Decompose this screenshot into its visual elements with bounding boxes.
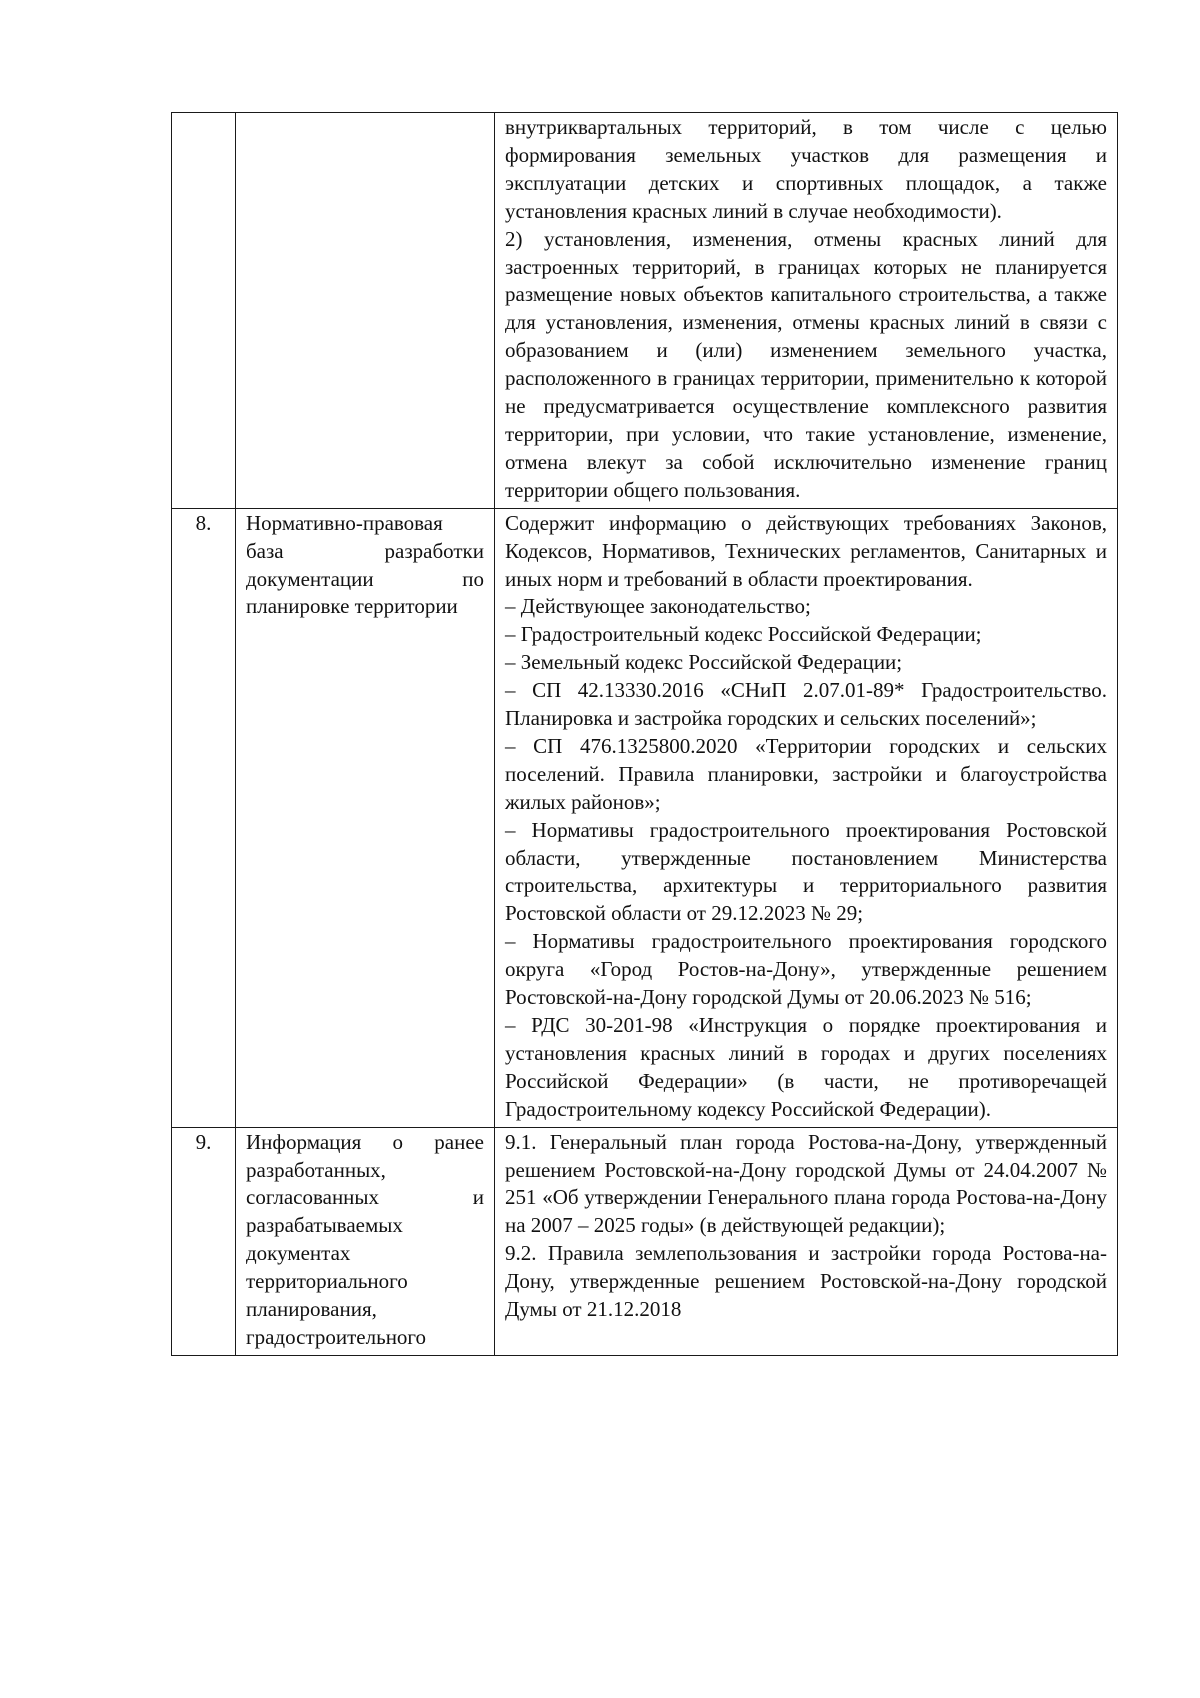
row-number: 8.: [172, 508, 236, 1127]
table-row: [172, 508, 1118, 1127]
row-title: [236, 508, 495, 1127]
content-list-item: – Действующее законодательство;: [505, 594, 811, 619]
content-list-item: – Земельный кодекс Российской Федерации;: [505, 650, 903, 675]
content-list-item: – Нормативы градостроительного проектирования городского округа «Город Ростов-на-Дону», утвержденные решением Ростовской-на-Дону городской Думы от 20.06.2023 № 516;: [505, 929, 1107, 1010]
content-list-item: – СП 476.1325800.2020 «Территории городских и сельских поселений. Правила планировки, застройки и благоустройства жилых районов»;: [505, 733, 1107, 814]
requirements-table: [171, 112, 1118, 1356]
row-title-line: разработанных,: [246, 1157, 386, 1182]
content-list-item: – Нормативы градостроительного проектирования Ростовской области, утвержденные постановлением Министерства строительства, архитектуры и территориального развития Ростовской области от 29.12.2023 № 29;: [505, 817, 1107, 926]
table-row: [172, 113, 1118, 509]
row-title-line: согласованных и: [246, 1185, 484, 1210]
row-title-line: Информация о ранее: [246, 1129, 484, 1154]
row-content: [495, 1127, 1118, 1355]
row-content: [495, 113, 1118, 509]
row-title-line: документах: [246, 1241, 351, 1266]
row-title-line: градостроительного: [246, 1324, 427, 1349]
row-number: [172, 113, 236, 509]
content-paragraph: 2) установления, изменения, отмены красных линий для застроенных территорий, в границах которых не планируется размещение новых объектов капитального строительства, а также для установления, изменения, отмены красных линий в связи с образованием и (или) изменением земельного участка, расположенного в границах территории, применительно к которой не предусматривается осуществление комплексного развития территории, при условии, что такие установление, изменение, отмена влекут за собой исключительно изменение границ территории общего пользования.: [505, 226, 1107, 502]
row-title: [236, 1127, 495, 1355]
row-number: 9.: [172, 1127, 236, 1355]
table-row: [172, 1127, 1118, 1355]
row-title-text: Нормативно-правовая база разработки документации по планировке территории: [246, 510, 484, 619]
row-title: [236, 113, 495, 509]
row-content: [495, 508, 1118, 1127]
content-list-item: – СП 42.13330.2016 «СНиП 2.07.01-89* Градостроительство. Планировка и застройка городских и сельских поселений»;: [505, 678, 1107, 731]
row-title-line: разрабатываемых: [246, 1213, 403, 1238]
content-paragraph: Содержит информацию о действующих требованиях Законов, Кодексов, Нормативов, Технических регламентов, Санитарных и иных норм и требований в области проектирования.: [505, 510, 1107, 591]
content-paragraph: 9.1. Генеральный план города Ростова-на-Дону, утвержденный решением Ростовской-на-Дону городской Думы от 24.04.2007 № 251 «Об утверждении Генерального плана города Ростова-на-Дону на 2007 – 2025 годы» (в действующей редакции);: [505, 1129, 1107, 1238]
row-title-line: территориального: [246, 1269, 408, 1294]
content-paragraph: 9.2. Правила землепользования и застройки города Ростова-на-Дону, утвержденные решением Ростовской-на-Дону городской Думы от 21.12.2018: [505, 1241, 1107, 1322]
row-title-line: планирования,: [246, 1297, 377, 1322]
content-list-item: – РДС 30-201-98 «Инструкция о порядке проектирования и установления красных линий в городах и других поселениях Российской Федерации» (в части, не противоречащей Градостроительному кодексу Российской Федерации).: [505, 1013, 1107, 1121]
content-list-item: – Градостроительный кодекс Российской Федерации;: [505, 622, 982, 647]
content-paragraph: внутриквартальных территорий, в том числе с целью формирования земельных участков для размещения и эксплуатации детских и спортивных площадок, а также установления красных линий в случае необходимости).: [505, 115, 1107, 223]
